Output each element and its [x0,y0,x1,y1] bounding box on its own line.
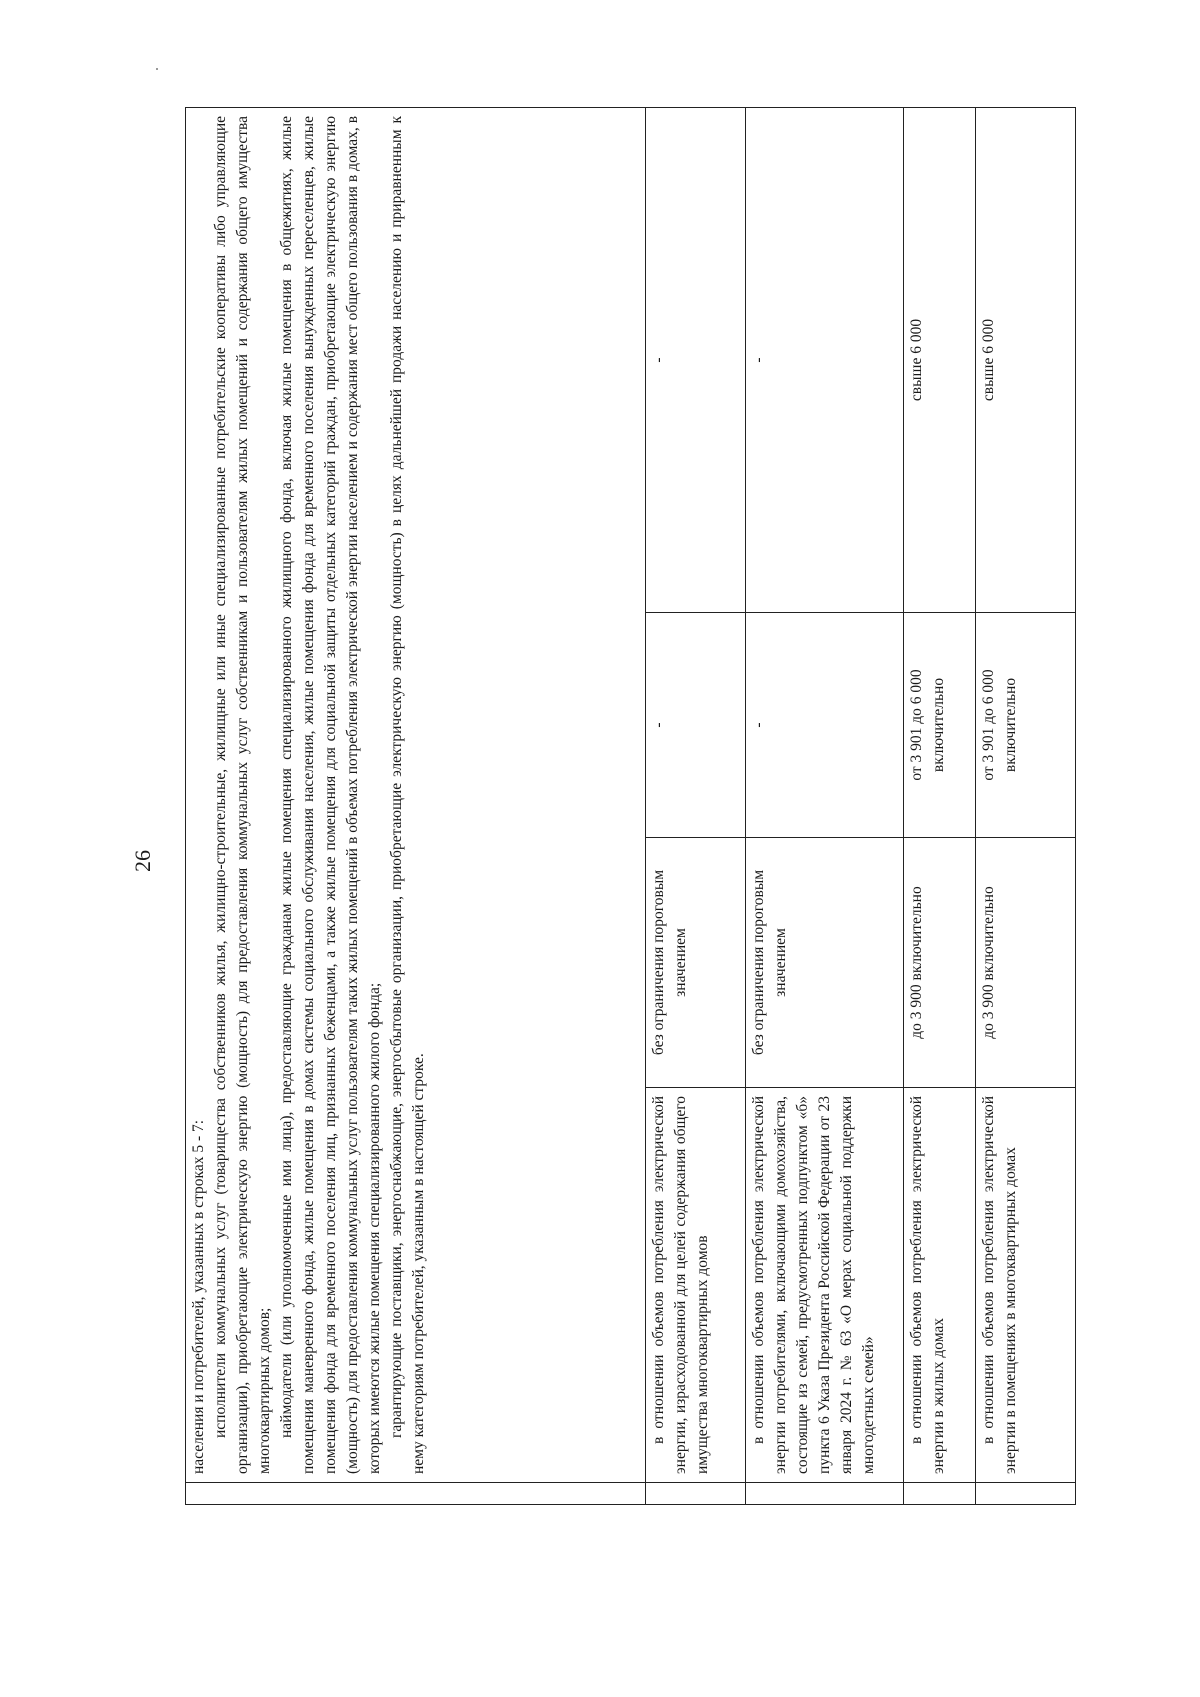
tariff-table [185,107,1076,1505]
page-number: 26 [130,850,155,872]
intro-cell [186,107,646,1482]
rotated-table-container [185,108,1075,1505]
row-label [976,1088,1076,1483]
over-cell: свыше 6 000 [904,107,976,612]
range-cell: от 3 901 до 6 000 включительно [976,613,1076,838]
intro-paragraph: исполнители коммунальных услуг (товарищества собственников жилья, жилищно-строительные, жилищные или иные специализированные потребительские кооперативы либо управляющие организации), приобретающие электрическую энергию (мощность) для предоставления коммунальных услуг собственникам и пользователям жилых помещений и содержания общего имущества многоквартирных домов; [212,115,273,1474]
intro-paragraph: наймодатели (или уполномоченные ими лица), предоставляющие гражданам жилые помещения специализированного жилищного фонда, включая жилые помещения в общежитиях, жилые помещения маневренного фонда, жилые помещения в домах системы социального обслуживания населения, жилые помещения фонда для временного поселения вынужденных переселенцев, жилые помещения фонда для временного поселения лиц, признанных беженцами, а также жилые помещения для социальной защиты отдельных категорий граждан, приобретающие электрическую энергию (мощность) для предоставления коммунальных услуг пользователям таких жилых помещений в объемах потребления электрической энергии населением и содержания мест общего пользования в домах, в которых имеются жилые помещения специализированного жилого фонда; [278,115,383,1474]
table-gutter-cell [976,1483,1076,1505]
intro-paragraph: населения и потребителей, указанных в строках 5 - 7: [190,1119,207,1474]
range-cell: от 3 901 до 6 000 включительно [904,613,976,838]
over-cell: - [746,107,904,612]
threshold-cell: до 3 900 включительно [904,838,976,1088]
table-row [746,107,904,1504]
row-label [904,1088,976,1483]
row-label-text: в отношении объемов потребления электрической энергии в жилых домах [908,1096,947,1474]
table-row [646,107,746,1504]
intro-paragraph: гарантирующие поставщики, энергоснабжающие, энергосбытовые организации, приобретающие электрическую энергию (мощность) в целях дальнейшей продажи населению и приравненным к нему категориям потребителей, указанным в настоящей строке. [388,115,427,1474]
row-label [646,1088,746,1483]
threshold-cell: до 3 900 включительно [976,838,1076,1088]
threshold-cell: без ограничения пороговым значением [746,838,904,1088]
table-row [976,107,1076,1504]
table-gutter-cell [746,1483,904,1505]
scan-speck [156,68,158,70]
intro-row [186,107,646,1504]
over-cell: свыше 6 000 [976,107,1076,612]
table-gutter-cell [186,1483,646,1505]
threshold-cell: без ограничения пороговым значением [646,838,746,1088]
range-cell: - [746,613,904,838]
row-label-text: в отношении объемов потребления электрической энергии в помещениях в многоквартирных домах [980,1096,1019,1474]
row-label-text: в отношении объемов потребления электрической энергии, израсходованной для целей содержания общего имущества многоквартирных домов [650,1096,711,1474]
range-cell: - [646,613,746,838]
row-label-text: в отношении объемов потребления электрической энергии потребителями, включающими домохозяйства, состоящие из семей, предусмотренных подпунктом «б» пункта 6 Указа Президента Российской Федерации от 23 января 2024 г. № 63 «О мерах социальной поддержки многодетных семей» [750,1096,877,1474]
table-gutter-cell [904,1483,976,1505]
table-row [904,107,976,1504]
over-cell: - [646,107,746,612]
row-label [746,1088,904,1483]
table-gutter-cell [646,1483,746,1505]
